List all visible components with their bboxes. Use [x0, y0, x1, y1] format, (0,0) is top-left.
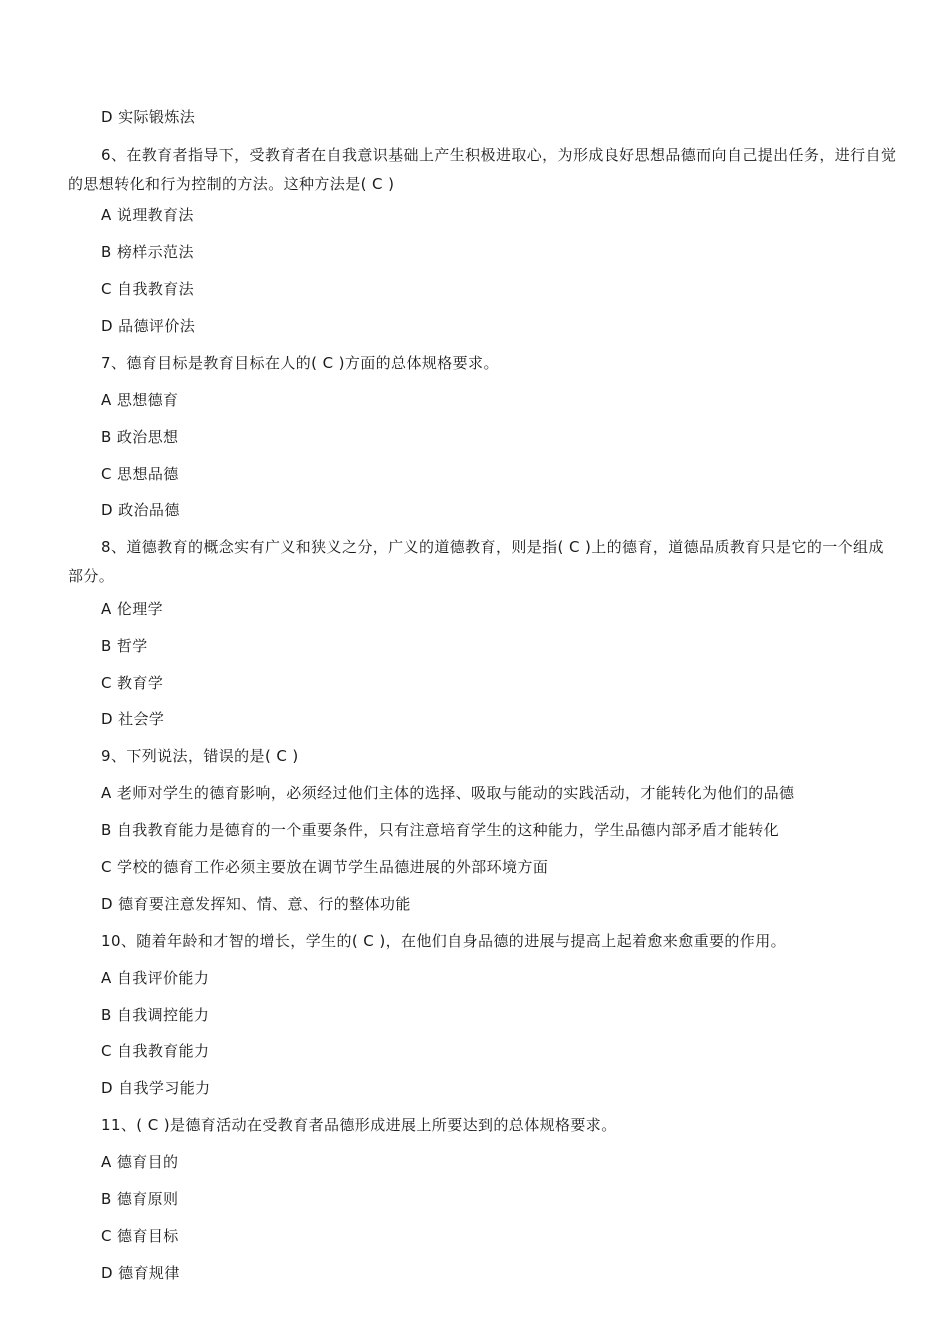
q11-option-c: C 德育目标	[101, 1227, 179, 1245]
q11-question: 11、( C )是德育活动在受教育者品德形成进展上所要达到的总体规格要求。	[101, 1116, 617, 1134]
q10-option-c: C 自我教育能力	[101, 1042, 210, 1060]
q11-option-a: A 德育目的	[101, 1153, 179, 1171]
q5-option-d: D 实际锻炼法	[101, 108, 196, 126]
q6-option-b: B 榜样示范法	[101, 243, 194, 261]
q10-option-b: B 自我调控能力	[101, 1006, 210, 1024]
q8-option-c: C 教育学	[101, 674, 164, 692]
q8-option-d: D 社会学	[101, 710, 165, 728]
q9-option-d: D 德育要注意发挥知、情、意、行的整体功能	[101, 895, 411, 913]
q10-option-d: D 自我学习能力	[101, 1079, 211, 1097]
q7-option-d: D 政治品德	[101, 501, 180, 519]
q9-option-c: C 学校的德育工作必须主要放在调节学生品德进展的外部环境方面	[101, 858, 549, 876]
q11-option-d: D 德育规律	[101, 1264, 180, 1282]
q7-option-b: B 政治思想	[101, 428, 179, 446]
q8-option-b: B 哲学	[101, 637, 148, 655]
q6-option-c: C 自我教育法	[101, 280, 195, 298]
q10-question: 10、随着年龄和才智的增长，学生的( C )，在他们自身品德的进展与提高上起着愈来愈重要的作用。	[101, 932, 787, 950]
q9-option-a: A 老师对学生的德育影响，必须经过他们主体的选择、吸取与能动的实践活动，才能转化为他们的品德	[101, 784, 795, 802]
q11-option-b: B 德育原则	[101, 1190, 179, 1208]
q8-question: 8、道德教育的概念实有广义和狭义之分，广义的道德教育，则是指( C )上的德育，道德品质教育只是它的一个组成部分。	[68, 538, 884, 585]
q7-option-a: A 思想德育	[101, 391, 179, 409]
q8-option-a: A 伦理学	[101, 600, 164, 618]
q9-option-b: B 自我教育能力是德育的一个重要条件，只有注意培育学生的这种能力，学生品德内部矛盾才能转化	[101, 821, 780, 839]
q7-option-c: C 思想品德	[101, 465, 179, 483]
q7-question: 7、德育目标是教育目标在人的( C )方面的总体规格要求。	[101, 354, 499, 372]
q6-option-a: A 说理教育法	[101, 206, 194, 224]
q10-option-a: A 自我评价能力	[101, 969, 210, 987]
q6-option-d: D 品德评价法	[101, 317, 196, 335]
q6-question: 6、在教育者指导下，受教育者在自我意识基础上产生积极进取心，为形成良好思想品德而向自己提出任务，进行自觉的思想转化和行为控制的方法。这种方法是( C )	[68, 146, 897, 193]
q9-question: 9、下列说法，错误的是( C )	[101, 747, 299, 765]
